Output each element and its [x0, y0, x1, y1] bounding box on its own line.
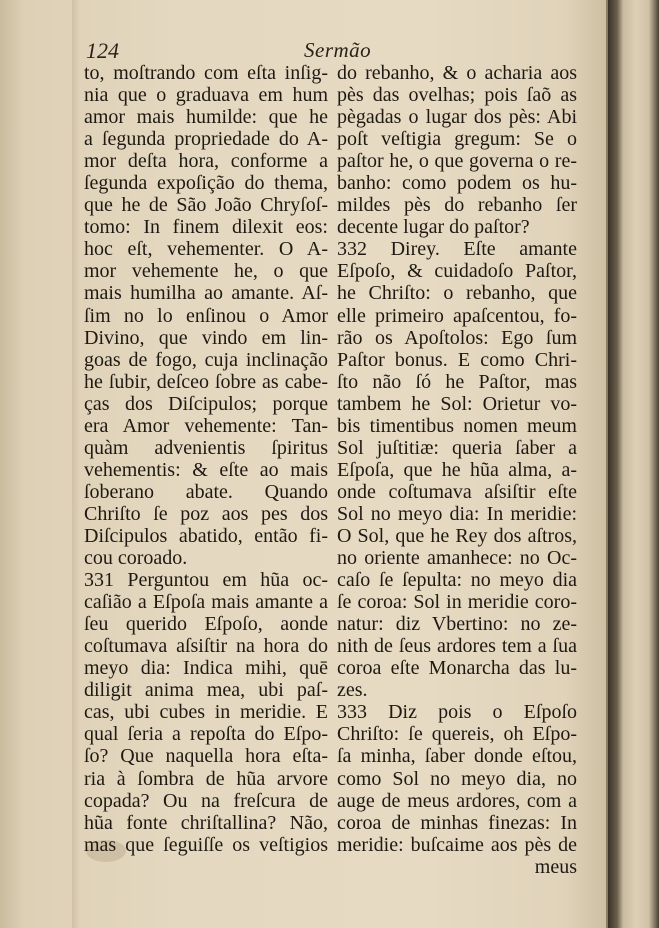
text-line: meridie: buſcaime aos pès de	[337, 833, 577, 856]
text-line: do rebanho, & o acharia aos	[337, 62, 577, 84]
text-line: ſeu querido Eſpoſo, aonde	[84, 613, 328, 636]
right-text-column	[337, 62, 577, 878]
text-line: caſo ſe ſepulta: no meyo dia	[337, 569, 577, 592]
text-line: ſe coroa: Sol in meridie coro-	[337, 591, 577, 614]
text-line: ſoberano abate. Quando	[84, 480, 328, 503]
text-line: elle primeiro apaſcentou, fo-	[337, 304, 577, 327]
page-number: 124	[86, 38, 119, 63]
text-line: mildes pès do rebanho ſer	[337, 194, 577, 217]
text-line: bis timentibus nomen meum	[337, 414, 577, 437]
text-line: amor mais humilde: que he	[84, 106, 328, 129]
text-line: que he de São João Chryſoſ-	[84, 194, 328, 217]
text-line: meyo dia: Indica mihi, quē	[84, 657, 328, 680]
text-line: era Amor vehemente: Tan-	[84, 414, 328, 437]
text-line: ſim no lo enſinou o Amor	[84, 304, 328, 327]
text-line: ſegunda expoſição do thema,	[84, 172, 328, 195]
text-line: Divino, que vindo em lin-	[84, 326, 328, 349]
text-line: cas, ubi cubes in meridie. E	[84, 701, 328, 724]
text-line: ſto não ſó he Paſtor, mas	[337, 370, 577, 393]
text-line: mais humilha ao amante. Aſ-	[84, 282, 328, 305]
text-line: 331 Perguntou em hũa oc-	[84, 569, 328, 592]
text-line: coroa de minhas finezas: In	[337, 811, 577, 834]
text-line: copada? Ou na freſcura de	[84, 789, 328, 812]
text-line: no oriente amanhece: no Oc-	[337, 547, 577, 570]
text-line: mor deſta hora, conforme a	[84, 150, 328, 173]
text-line: Eſpoſo, & cuidadoſo Paſtor,	[337, 260, 577, 283]
text-line: meus	[534, 855, 577, 878]
text-line: mor vehemente he, o que	[84, 260, 328, 283]
text-line: vehementis: & eſte ao mais	[84, 458, 328, 481]
text-line: qual ſeria a repoſta do Eſpo-	[84, 723, 328, 746]
text-line: auge de meus ardores, com a	[337, 789, 577, 812]
text-line: diligit anima mea, ubi paſ-	[84, 679, 328, 702]
text-line: Diſcipulos abatido, então fi-	[84, 524, 328, 547]
text-line: ças dos Diſcipulos; porque	[84, 392, 328, 415]
text-line: decente lugar do paſtor?	[337, 216, 530, 239]
text-line: goas de fogo, cuja inclinação	[84, 348, 328, 371]
text-line: Chriſto ſe poz aos pes dos	[84, 502, 328, 525]
text-line: mas que ſeguiſſe os veſtigios	[84, 833, 328, 856]
text-line: cou coroado.	[84, 547, 188, 570]
text-line: a ſegunda propriedade do A-	[84, 128, 328, 151]
page-gutter-shadow	[72, 0, 80, 928]
text-line: poſt veſtigia gregum: Se o	[337, 128, 577, 151]
text-line: to, moſtrando com eſta inſig-	[84, 62, 328, 84]
text-line: ſa minha, ſaber donde eſtou,	[337, 745, 577, 768]
page-edge	[608, 0, 659, 928]
text-line: he ſubir, deſceo ſobre as cabe-	[84, 370, 328, 393]
text-line: Sol juſtitiæ: queria ſaber a	[337, 436, 577, 459]
page-header	[86, 38, 596, 64]
text-line: ria à ſombra de hũa arvore	[84, 767, 328, 790]
text-line: hoc eſt, vehementer. O A-	[84, 238, 328, 261]
text-line: nith de ſeus ardores tem a ſua	[337, 635, 577, 658]
text-line: quàm advenientis ſpiritus	[84, 436, 328, 459]
text-line: O Sol, que he Rey dos aſtros,	[337, 524, 577, 547]
text-line: tomo: In finem dilexit eos:	[84, 216, 328, 239]
text-line: Eſpoſa, que he hũa alma, a-	[337, 458, 577, 481]
text-line: 333 Diz pois o Eſpoſo	[337, 701, 577, 724]
text-line: Chriſto: ſe quereis, oh Eſpo-	[337, 723, 577, 746]
text-line: onde coſtumava aſsiſtir eſte	[337, 480, 577, 503]
text-line: caſião a Eſpoſa mais amante a	[84, 591, 328, 614]
text-line: pès das ovelhas; pois ſaõ as	[337, 84, 577, 107]
text-line: he Chriſto: o rebanho, que	[337, 282, 577, 305]
text-line: Sol no meyo dia: In meridie:	[337, 502, 577, 525]
text-line: nia que o graduava em hum	[84, 84, 328, 107]
text-line: ſo? Que naquella hora eſta-	[84, 745, 328, 768]
text-line: rão os Apoſtolos: Ego ſum	[337, 326, 577, 349]
text-line: tambem he Sol: Orietur vo-	[337, 392, 577, 415]
text-line: como Sol no meyo dia, no	[337, 767, 577, 790]
text-line: pègadas o lugar dos pès: Abi	[337, 106, 577, 129]
text-line: paſtor he, o que governa o re-	[337, 150, 577, 173]
text-line: coroa eſte Monarcha das lu-	[337, 657, 577, 680]
text-line: zes.	[337, 679, 368, 702]
left-text-column	[84, 62, 328, 856]
text-line: coſtumava aſsiſtir na hora do	[84, 635, 328, 658]
text-line: hũa fonte chriſtallina? Não,	[84, 811, 328, 834]
text-line: 332 Direy. Eſte amante	[337, 238, 577, 261]
text-line: natur: diz Vbertino: no ze-	[337, 613, 577, 636]
running-title: Sermão	[304, 38, 372, 62]
text-line: Paſtor bonus. E como Chri-	[337, 348, 577, 371]
text-line: banho: como podem os hu-	[337, 172, 577, 195]
